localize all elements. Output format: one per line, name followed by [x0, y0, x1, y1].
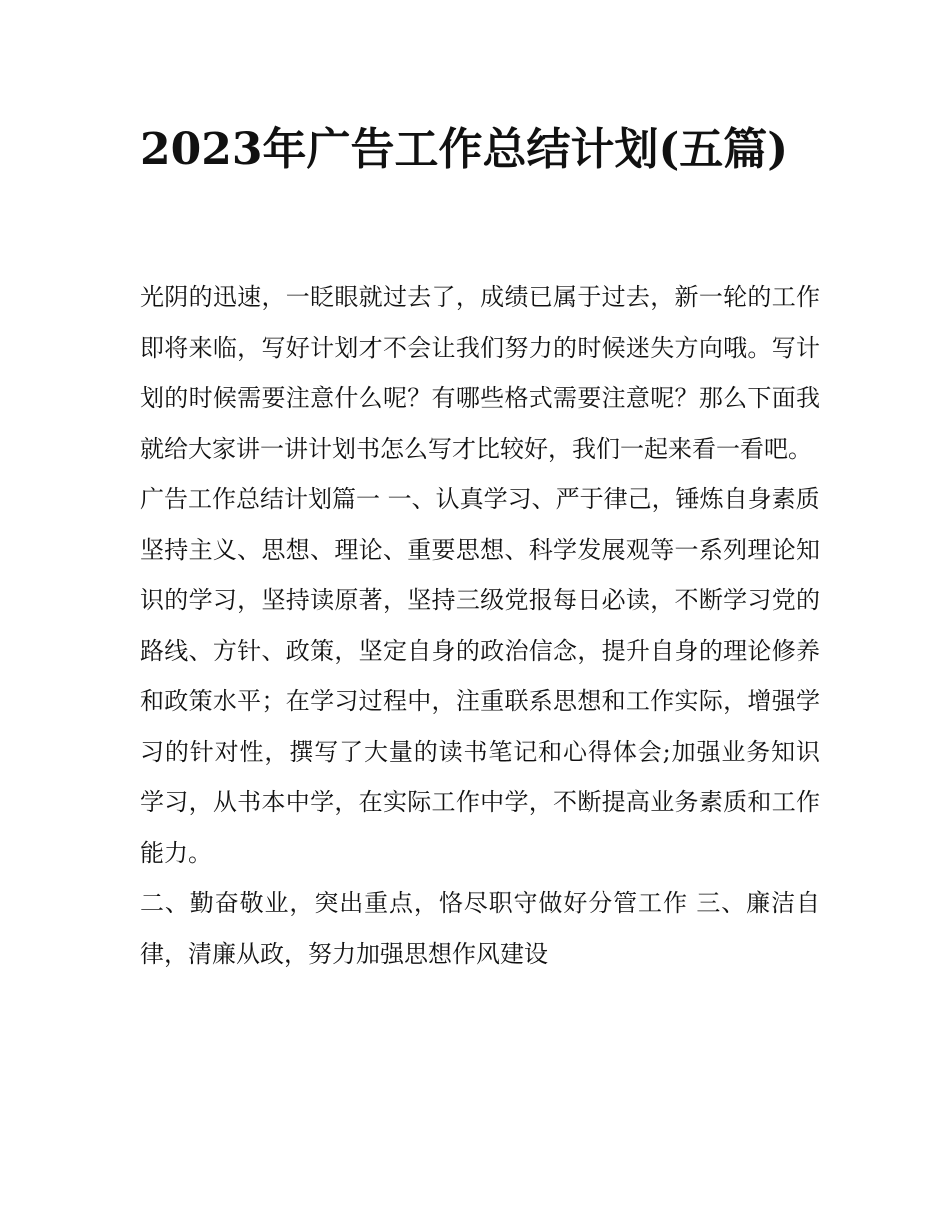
paragraph-study: 坚持主义、思想、理论、重要思想、科学发展观等一系列理论知识的学习，坚持读原著，坚持三级党报每日必读，不断学习党的路线、方针、政策，坚定自身的政治信念，提升自身的理论修养和政策水平；在学习过程中，注重联系思想和工作实际，增强学习的针对性，撰写了大量的读书笔记和心得体会;加强业务知识学习，从书本中学，在实际工作中学，不断提高业务素质和工作能力。	[140, 535, 820, 867]
paragraph-intro: 光阴的迅速，一眨眼就过去了，成绩已属于过去，新一轮的工作即将来临，写好计划才不会让我们努力的时候迷失方向哦。写计划的时候需要注意什么呢？有哪些格式需要注意呢？那么下面我就给大家讲一讲计划书怎么写才比较好，我们一起来看一看吧。	[140, 283, 820, 463]
paragraph-section-two-three: 二、勤奋敬业，突出重点，恪尽职守做好分管工作 三、廉洁自律，清廉从政，努力加强思想作风建设	[140, 889, 820, 968]
document-title: 2023年广告工作总结计划(五篇)	[140, 124, 789, 175]
document-body	[140, 272, 820, 979]
paragraph-section-one-heading: 广告工作总结计划篇一 一、认真学习、严于律己，锤炼自身素质	[140, 485, 820, 513]
